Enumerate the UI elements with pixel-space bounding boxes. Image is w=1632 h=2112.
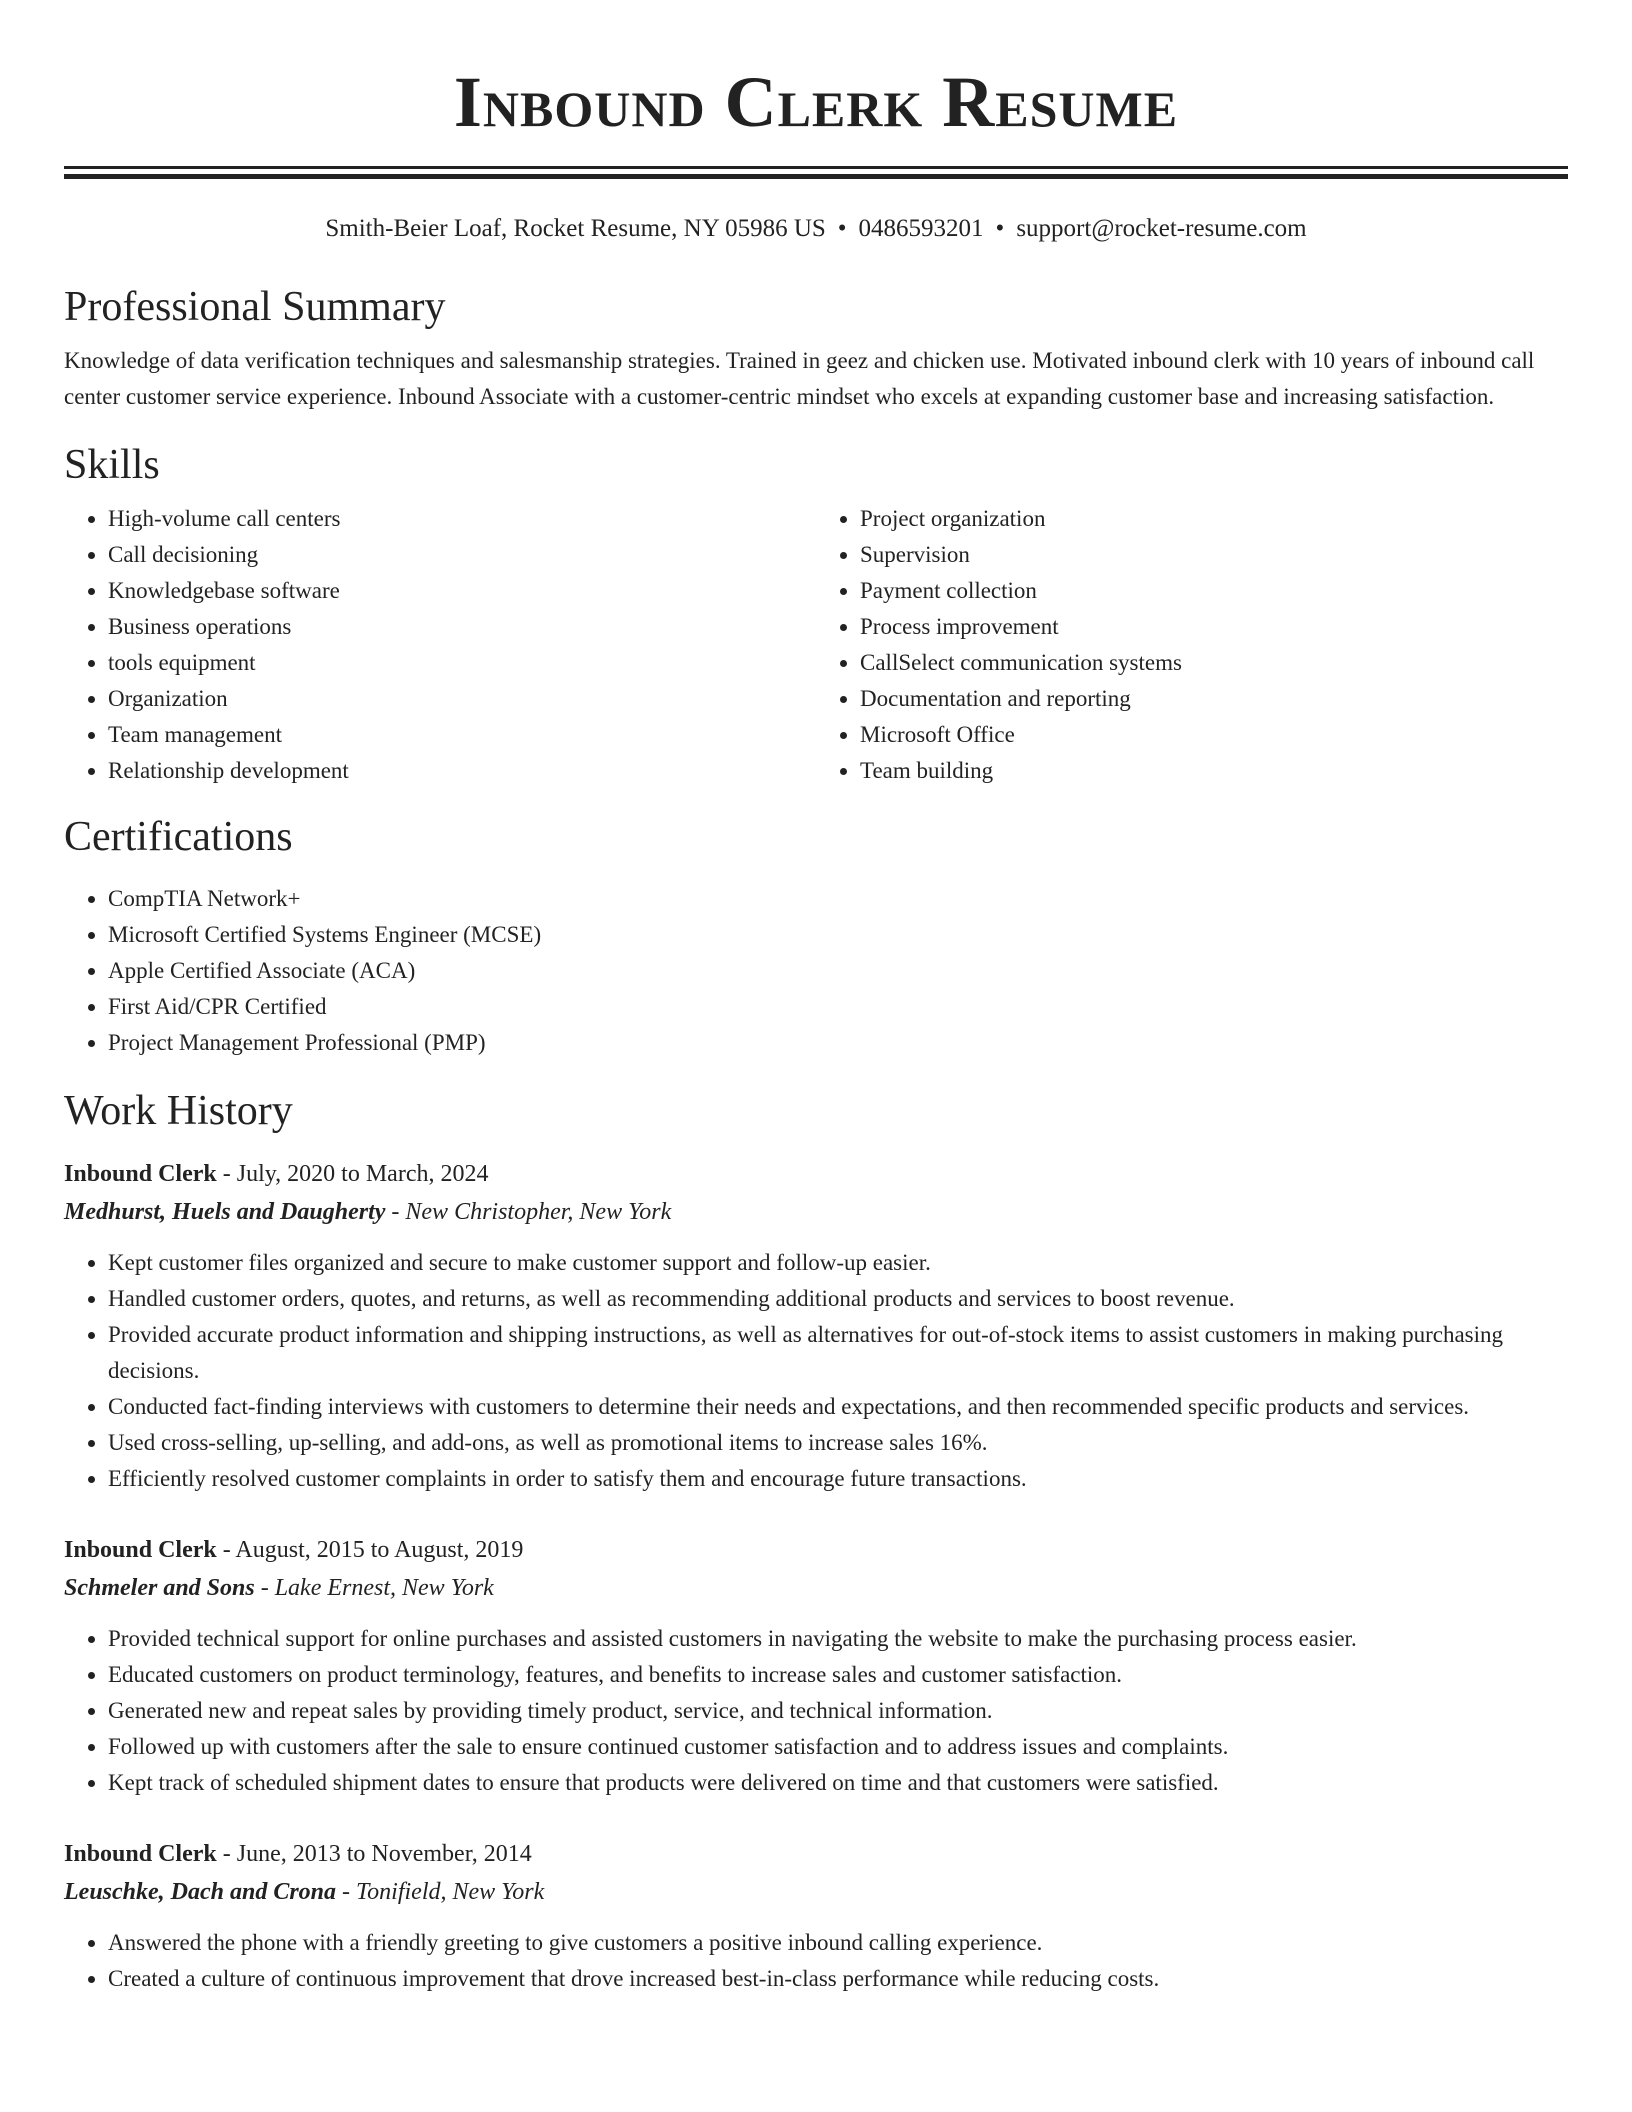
- job-duties-list: [64, 1245, 1568, 1497]
- job-duty: • Handled customer orders, quotes, and returns, as well as recommending additional products and services to boost revenue.: [108, 1281, 1568, 1317]
- skill-item: • Business operations: [108, 609, 816, 645]
- job-entry: [64, 1155, 1568, 1497]
- job-duty: • Used cross-selling, up-selling, and add-ons, as well as promotional items to increase sales 16%.: [108, 1425, 1568, 1461]
- certification-item: • Microsoft Certified Systems Engineer (MCSE): [108, 917, 1568, 953]
- skill-item: • tools equipment: [108, 645, 816, 681]
- contact-phone: 0486593201: [858, 215, 984, 242]
- skill-item: • Supervision: [860, 537, 1568, 573]
- skill-item: • Relationship development: [108, 753, 816, 789]
- job-company: Leuschke, Dach and Crona: [64, 1879, 337, 1905]
- certification-item: • First Aid/CPR Certified: [108, 989, 1568, 1025]
- title-rule-top: [64, 166, 1568, 169]
- contact-separator: •: [837, 215, 847, 242]
- skill-item: • Team management: [108, 717, 816, 753]
- job-duties-list: [64, 1925, 1568, 1997]
- certification-item: • Project Management Professional (PMP): [108, 1025, 1568, 1061]
- skill-item: • Organization: [108, 681, 816, 717]
- job-duties-list: [64, 1621, 1568, 1801]
- resume-page: [64, 0, 1568, 1997]
- certifications-heading: Certifications: [64, 814, 293, 860]
- skill-item: • High-volume call centers: [108, 501, 816, 537]
- skill-item: • Documentation and reporting: [860, 681, 1568, 717]
- skill-item: • Call decisioning: [108, 537, 816, 573]
- skill-item: • Project organization: [860, 501, 1568, 537]
- job-duty: • Answered the phone with a friendly greeting to give customers a positive inbound calling experience.: [108, 1925, 1568, 1961]
- job-title: Inbound Clerk: [64, 1161, 217, 1187]
- job-title: Inbound Clerk: [64, 1537, 217, 1563]
- job-company-line: [64, 1569, 1568, 1607]
- job-duty: • Followed up with customers after the sale to ensure continued customer satisfaction and to address issues and complaints.: [108, 1729, 1568, 1765]
- skill-item: • Team building: [860, 753, 1568, 789]
- job-duty: • Provided technical support for online purchases and assisted customers in navigating the website to make the purchasing process easier.: [108, 1621, 1568, 1657]
- job-location: - Lake Ernest, New York: [254, 1575, 494, 1601]
- job-title-line: [64, 1155, 1568, 1193]
- job-duty: • Conducted fact-finding interviews with customers to determine their needs and expectations, and then recommended specific products and services.: [108, 1389, 1568, 1425]
- job-dates: - August, 2015 to August, 2019: [216, 1537, 524, 1563]
- skills-list-left: [64, 501, 816, 789]
- certifications-list: [64, 881, 1568, 1061]
- job-title: Inbound Clerk: [64, 1841, 217, 1867]
- skill-item: • Microsoft Office: [860, 717, 1568, 753]
- job-duty: • Created a culture of continuous improvement that drove increased best-in-class performance while reducing costs.: [108, 1961, 1568, 1997]
- skills-list-right: [816, 501, 1568, 789]
- job-duty: • Efficiently resolved customer complaints in order to satisfy them and encourage future transactions.: [108, 1461, 1568, 1497]
- job-company-line: [64, 1873, 1568, 1911]
- job-company: Medhurst, Huels and Daugherty: [64, 1199, 386, 1225]
- job-entry: [64, 1531, 1568, 1801]
- skill-item: • CallSelect communication systems: [860, 645, 1568, 681]
- skill-item: • Payment collection: [860, 573, 1568, 609]
- certification-item: • CompTIA Network+: [108, 881, 1568, 917]
- contact-separator: •: [995, 215, 1005, 242]
- job-title-line: [64, 1835, 1568, 1873]
- job-company: Schmeler and Sons: [64, 1575, 255, 1601]
- job-duty: • Educated customers on product terminology, features, and benefits to increase sales and customer satisfaction.: [108, 1657, 1568, 1693]
- summary-text: Knowledge of data verification techniques and salesmanship strategies. Trained in geez and chicken use. Motivated inbound clerk with 10 years of inbound call center customer service experience. Inbound Associate with a customer-centric mindset who excels at expanding customer base and increasing satisfaction.: [64, 348, 1535, 409]
- summary-heading: Professional Summary: [64, 284, 446, 330]
- skills-heading: Skills: [64, 442, 160, 488]
- job-duty: • Provided accurate product information and shipping instructions, as well as alternatives for out-of-stock items to assist customers in making purchasing decisions.: [108, 1317, 1568, 1389]
- contact-email: support@rocket-resume.com: [1016, 215, 1307, 242]
- resume-title: Inbound Clerk Resume: [453, 62, 1179, 142]
- job-company-line: [64, 1193, 1568, 1231]
- job-duty: • Kept track of scheduled shipment dates to ensure that products were delivered on time and that customers were satisfied.: [108, 1765, 1568, 1801]
- job-dates: - July, 2020 to March, 2024: [216, 1161, 489, 1187]
- title-rule-bottom: [64, 174, 1568, 179]
- job-entry: [64, 1835, 1568, 1997]
- job-title-line: [64, 1531, 1568, 1569]
- contact-address: Smith-Beier Loaf, Rocket Resume, NY 05986 US: [325, 215, 826, 242]
- job-location: - Tonifield, New York: [336, 1879, 545, 1905]
- job-dates: - June, 2013 to November, 2014: [216, 1841, 532, 1867]
- job-location: - New Christopher, New York: [385, 1199, 672, 1225]
- work-history-heading: Work History: [64, 1088, 293, 1134]
- job-duty: • Kept customer files organized and secure to make customer support and follow-up easier.: [108, 1245, 1568, 1281]
- skill-item: • Process improvement: [860, 609, 1568, 645]
- contact-line: [64, 213, 1568, 245]
- job-duty: • Generated new and repeat sales by providing timely product, service, and technical information.: [108, 1693, 1568, 1729]
- skill-item: • Knowledgebase software: [108, 573, 816, 609]
- certification-item: • Apple Certified Associate (ACA): [108, 953, 1568, 989]
- skills-columns: [64, 501, 1568, 789]
